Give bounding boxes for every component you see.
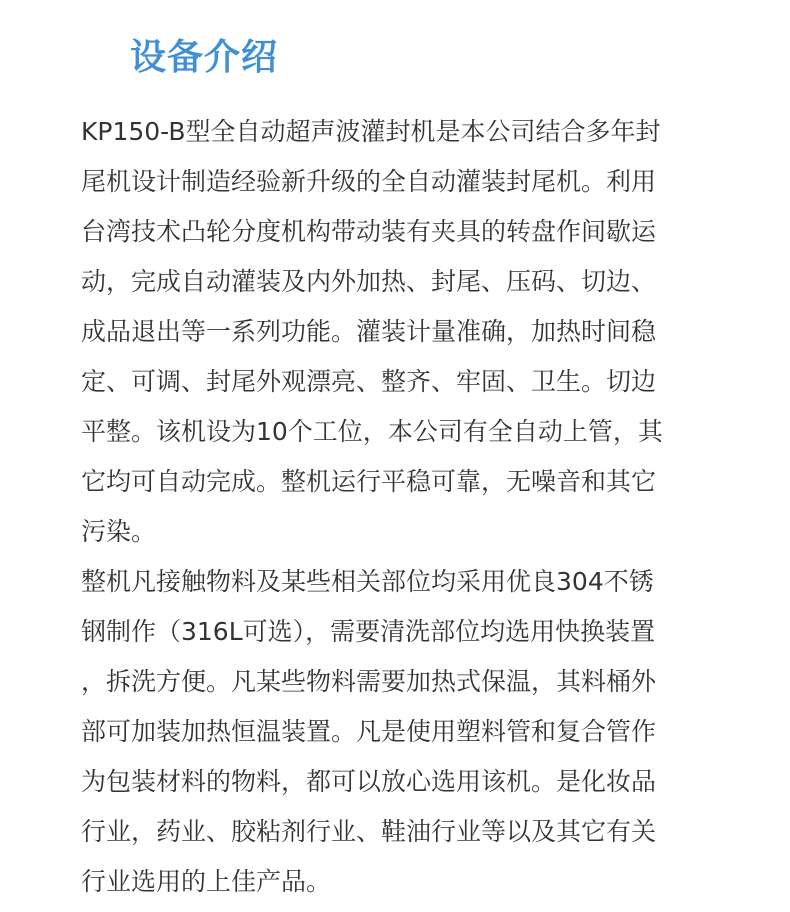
text-line: 它均可自动完成。整机运行平稳可靠，无噪音和其它 — [81, 467, 657, 496]
text-line: 污染。 — [81, 517, 157, 546]
text-line: ，拆洗方便。凡某些物料需要加热式保温，其料桶外 — [81, 667, 657, 696]
text-line: 台湾技术凸轮分度机构带动装有夹具的转盘作间歇运 — [81, 217, 657, 246]
text-line: 成品退出等一系列功能。灌装计量准确，加热时间稳 — [81, 317, 657, 346]
text-line: 平整。该机设为10个工位，本公司有全自动上管，其 — [81, 417, 663, 446]
text-line: 钢制作（316L可选），需要清洗部位均选用快换装置 — [81, 617, 656, 646]
text-line: 动，完成自动灌装及内外加热、封尾、压码、切边、 — [81, 267, 657, 296]
section-title: 设备介绍 — [130, 37, 279, 78]
text-line: 定、可调、封尾外观漂亮、整齐、牢固、卫生。切边 — [81, 367, 657, 396]
text-line: 行业选用的上佳产品。 — [81, 867, 332, 896]
text-line: 行业，药业、胶粘剂行业、鞋油行业等以及其它有关 — [81, 817, 657, 846]
text-line: 尾机设计制造经验新升级的全自动灌装封尾机。利用 — [81, 167, 657, 196]
description-body — [81, 107, 721, 907]
text-line: 整机凡接触物料及某些相关部位均采用优良304不锈 — [81, 567, 654, 596]
text-line: KP150-B型全自动超声波灌封机是本公司结合多年封 — [81, 117, 661, 146]
text-line: 部可加装加热恒温装置。凡是使用塑料管和复合管作 — [81, 717, 657, 746]
paragraph-intro — [81, 107, 721, 557]
paragraph-materials — [81, 557, 721, 907]
text-line: 为包装材料的物料，都可以放心选用该机。是化妆品 — [81, 767, 657, 796]
